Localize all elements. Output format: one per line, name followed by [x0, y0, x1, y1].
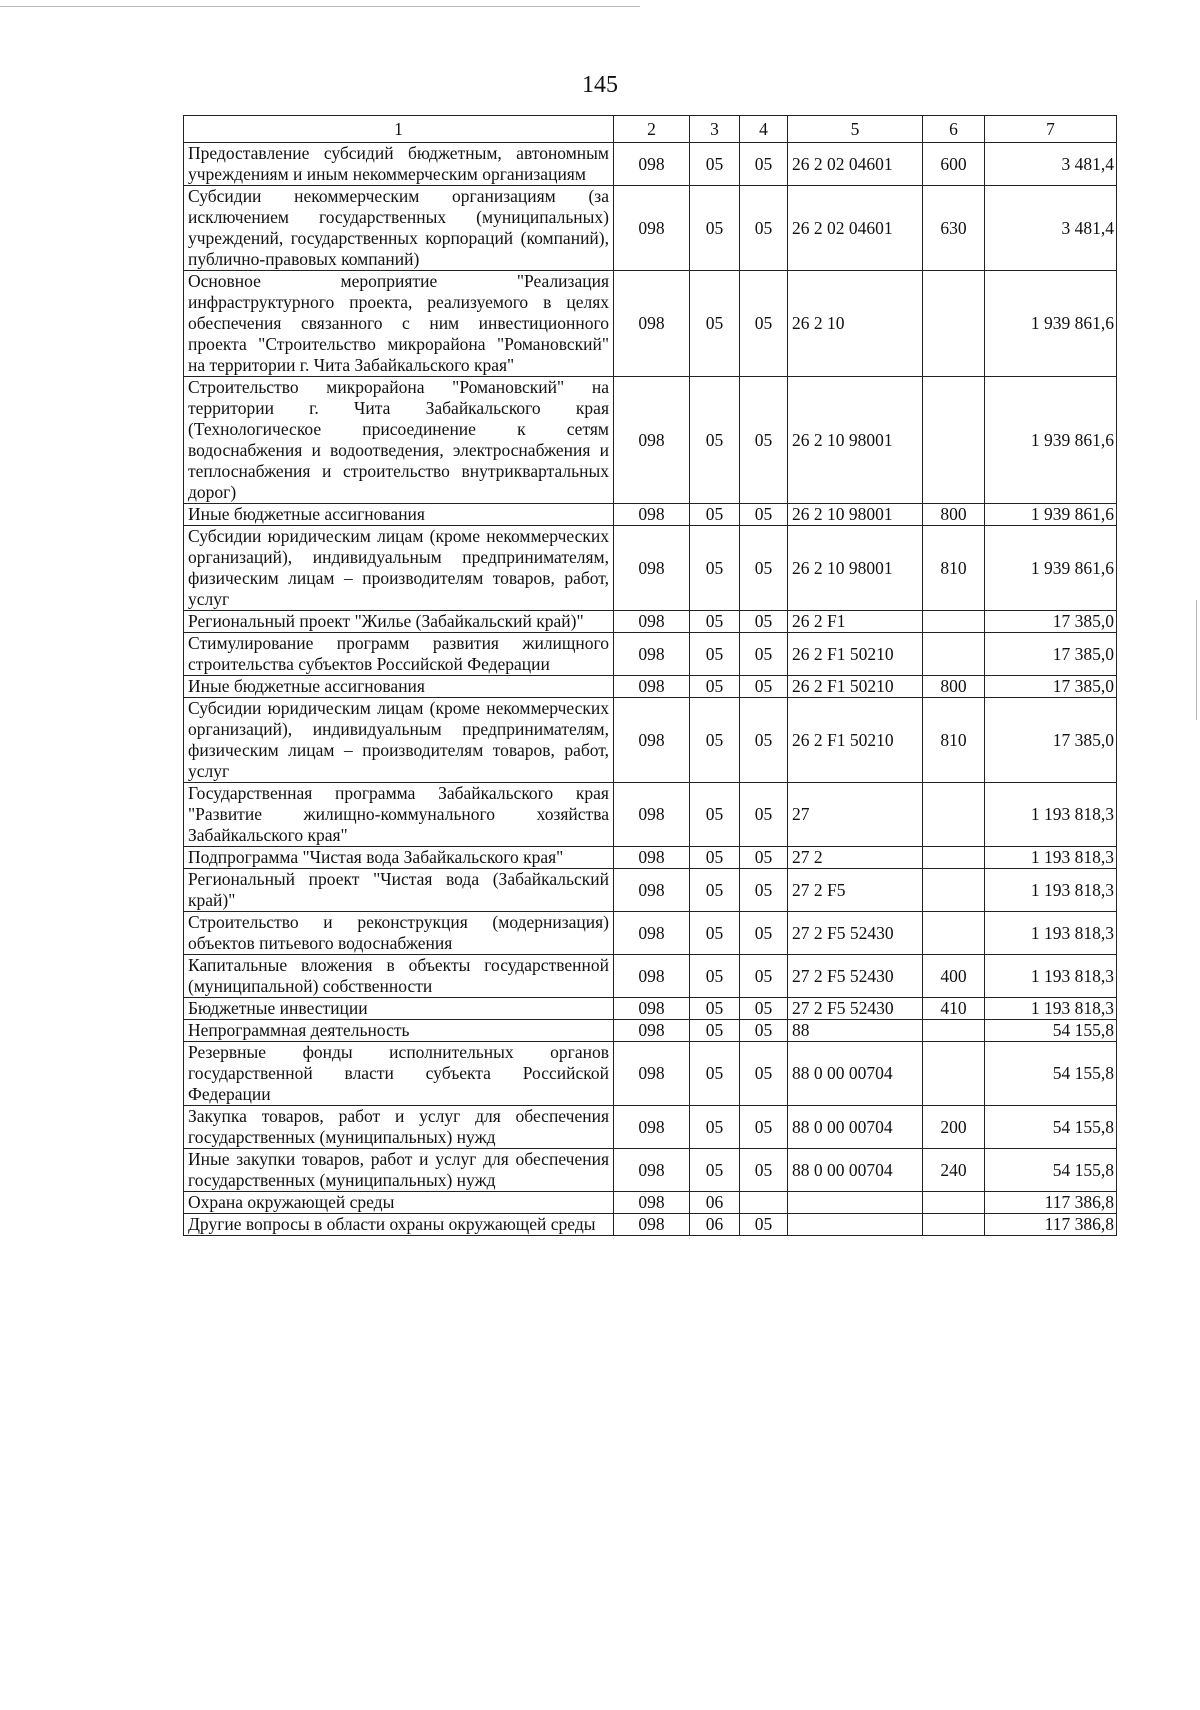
cell-subsection-code: 05: [740, 377, 788, 504]
cell-name: Непрограммная деятельность: [184, 1020, 614, 1042]
cell-amount: 17 385,0: [985, 611, 1117, 633]
cell-subsection-code: 05: [740, 955, 788, 998]
cell-expense-type: [923, 377, 985, 504]
cell-amount: 54 155,8: [985, 1149, 1117, 1192]
cell-subsection-code: 05: [740, 1106, 788, 1149]
cell-section-code: 05: [690, 955, 740, 998]
cell-subsection-code: 05: [740, 1214, 788, 1236]
cell-subsection-code: 05: [740, 633, 788, 676]
cell-ved-code: 098: [614, 1106, 690, 1149]
cell-section-code: 05: [690, 698, 740, 783]
table-row: [184, 377, 1117, 504]
cell-name: Другие вопросы в области охраны окружающей среды: [184, 1214, 614, 1236]
cell-name: Бюджетные инвестиции: [184, 998, 614, 1020]
cell-expense-type: [923, 633, 985, 676]
cell-expense-type: 400: [923, 955, 985, 998]
cell-name: Резервные фонды исполнительных органов государственной власти субъекта Российской Федерации: [184, 1042, 614, 1106]
cell-target-article: 26 2 10 98001: [788, 504, 923, 526]
table-row: [184, 869, 1117, 912]
cell-expense-type: 410: [923, 998, 985, 1020]
cell-amount: 54 155,8: [985, 1020, 1117, 1042]
cell-subsection-code: 05: [740, 676, 788, 698]
cell-target-article: [788, 1214, 923, 1236]
cell-amount: 117 386,8: [985, 1214, 1117, 1236]
cell-target-article: 88 0 00 00704: [788, 1106, 923, 1149]
cell-name: Иные закупки товаров, работ и услуг для обеспечения государственных (муниципальных) нужд: [184, 1149, 614, 1192]
cell-section-code: 05: [690, 1042, 740, 1106]
header-cell-name: 1: [184, 116, 614, 143]
cell-ved-code: 098: [614, 869, 690, 912]
cell-target-article: 27 2 F5 52430: [788, 955, 923, 998]
cell-target-article: 26 2 10: [788, 271, 923, 377]
cell-subsection-code: 05: [740, 912, 788, 955]
cell-target-article: 26 2 02 04601: [788, 186, 923, 271]
cell-target-article: 26 2 F1 50210: [788, 633, 923, 676]
cell-target-article: 26 2 10 98001: [788, 526, 923, 611]
table-row: [184, 611, 1117, 633]
cell-ved-code: 098: [614, 676, 690, 698]
header-cell-pr: 4: [740, 116, 788, 143]
cell-ved-code: 098: [614, 186, 690, 271]
cell-ved-code: 098: [614, 783, 690, 847]
cell-amount: 1 193 818,3: [985, 998, 1117, 1020]
cell-section-code: 05: [690, 676, 740, 698]
cell-name: Строительство и реконструкция (модернизация) объектов питьевого водоснабжения: [184, 912, 614, 955]
cell-expense-type: [923, 783, 985, 847]
header-cell-rz: 3: [690, 116, 740, 143]
table-row: [184, 271, 1117, 377]
cell-name: Региональный проект "Чистая вода (Забайкальский край)": [184, 869, 614, 912]
cell-expense-type: 200: [923, 1106, 985, 1149]
table-row: [184, 955, 1117, 998]
cell-target-article: 88 0 00 00704: [788, 1149, 923, 1192]
cell-amount: 17 385,0: [985, 676, 1117, 698]
cell-subsection-code: 05: [740, 698, 788, 783]
cell-ved-code: 098: [614, 611, 690, 633]
cell-subsection-code: 05: [740, 998, 788, 1020]
table-row: [184, 633, 1117, 676]
header-cell-csr: 5: [788, 116, 923, 143]
table-row: [184, 186, 1117, 271]
cell-ved-code: 098: [614, 1020, 690, 1042]
cell-expense-type: [923, 271, 985, 377]
cell-target-article: 27: [788, 783, 923, 847]
table-row: [184, 526, 1117, 611]
cell-ved-code: 098: [614, 1214, 690, 1236]
cell-ved-code: 098: [614, 955, 690, 998]
cell-ved-code: 098: [614, 698, 690, 783]
cell-expense-type: 800: [923, 676, 985, 698]
cell-subsection-code: 05: [740, 847, 788, 869]
cell-amount: 3 481,4: [985, 186, 1117, 271]
cell-target-article: 26 2 02 04601: [788, 143, 923, 186]
cell-expense-type: 810: [923, 698, 985, 783]
cell-amount: 1 193 818,3: [985, 955, 1117, 998]
table-row: [184, 1042, 1117, 1106]
table-row: [184, 998, 1117, 1020]
cell-ved-code: 098: [614, 1149, 690, 1192]
cell-ved-code: 098: [614, 1042, 690, 1106]
cell-amount: 17 385,0: [985, 698, 1117, 783]
cell-ved-code: 098: [614, 526, 690, 611]
cell-name: Предоставление субсидий бюджетным, автономным учреждениям и иным некоммерческим организациям: [184, 143, 614, 186]
table-body: [184, 143, 1117, 1236]
cell-ved-code: 098: [614, 271, 690, 377]
cell-subsection-code: 05: [740, 869, 788, 912]
cell-subsection-code: 05: [740, 143, 788, 186]
cell-ved-code: 098: [614, 377, 690, 504]
cell-name: Субсидии некоммерческим организациям (за исключением государственных (муниципальных) учреждений, государственных корпораций (компаний), публично-правовых компаний): [184, 186, 614, 271]
cell-amount: 1 193 818,3: [985, 912, 1117, 955]
cell-section-code: 05: [690, 1106, 740, 1149]
cell-target-article: 26 2 F1 50210: [788, 676, 923, 698]
cell-name: Основное мероприятие "Реализация инфраструктурного проекта, реализуемого в целях обеспечения связанного с ним инвестиционного проекта "Строительство микрорайона "Романовский" на территории г. Чита Забайкальского края": [184, 271, 614, 377]
cell-target-article: 88 0 00 00704: [788, 1042, 923, 1106]
cell-expense-type: 800: [923, 504, 985, 526]
cell-ved-code: 098: [614, 143, 690, 186]
cell-subsection-code: 05: [740, 1149, 788, 1192]
cell-subsection-code: 05: [740, 526, 788, 611]
cell-name: Субсидии юридическим лицам (кроме некоммерческих организаций), индивидуальным предпринимателям, физическим лицам – производителям товаров, работ, услуг: [184, 698, 614, 783]
table-row: [184, 912, 1117, 955]
cell-ved-code: 098: [614, 504, 690, 526]
table-row: [184, 1106, 1117, 1149]
cell-section-code: 05: [690, 1020, 740, 1042]
cell-target-article: 26 2 F1: [788, 611, 923, 633]
cell-expense-type: 630: [923, 186, 985, 271]
cell-target-article: 26 2 F1 50210: [788, 698, 923, 783]
cell-expense-type: [923, 1042, 985, 1106]
cell-subsection-code: 05: [740, 504, 788, 526]
cell-ved-code: 098: [614, 633, 690, 676]
cell-section-code: 05: [690, 869, 740, 912]
cell-expense-type: 240: [923, 1149, 985, 1192]
table-row: [184, 783, 1117, 847]
cell-name: Субсидии юридическим лицам (кроме некоммерческих организаций), индивидуальным предпринимателям, физическим лицам – производителям товаров, работ, услуг: [184, 526, 614, 611]
header-cell-vr: 6: [923, 116, 985, 143]
cell-name: Охрана окружающей среды: [184, 1192, 614, 1214]
cell-section-code: 05: [690, 186, 740, 271]
cell-amount: 1 193 818,3: [985, 869, 1117, 912]
cell-amount: 1 193 818,3: [985, 783, 1117, 847]
cell-section-code: 05: [690, 998, 740, 1020]
cell-subsection-code: [740, 1192, 788, 1214]
cell-expense-type: [923, 869, 985, 912]
cell-name: Региональный проект "Жилье (Забайкальский край)": [184, 611, 614, 633]
cell-expense-type: [923, 1214, 985, 1236]
cell-amount: 1 193 818,3: [985, 847, 1117, 869]
cell-target-article: 27 2 F5: [788, 869, 923, 912]
cell-subsection-code: 05: [740, 186, 788, 271]
cell-ved-code: 098: [614, 998, 690, 1020]
cell-section-code: 05: [690, 633, 740, 676]
cell-amount: 1 939 861,6: [985, 271, 1117, 377]
cell-amount: 1 939 861,6: [985, 504, 1117, 526]
cell-name: Закупка товаров, работ и услуг для обеспечения государственных (муниципальных) нужд: [184, 1106, 614, 1149]
cell-section-code: 06: [690, 1214, 740, 1236]
cell-target-article: [788, 1192, 923, 1214]
cell-amount: 54 155,8: [985, 1042, 1117, 1106]
table-row: [184, 1020, 1117, 1042]
page-number: 145: [582, 72, 618, 98]
header-cell-sum: 7: [985, 116, 1117, 143]
table-row: [184, 1149, 1117, 1192]
cell-target-article: 88: [788, 1020, 923, 1042]
cell-expense-type: 600: [923, 143, 985, 186]
cell-ved-code: 098: [614, 1192, 690, 1214]
cell-amount: 3 481,4: [985, 143, 1117, 186]
table-row: [184, 143, 1117, 186]
cell-subsection-code: 05: [740, 611, 788, 633]
cell-name: Иные бюджетные ассигнования: [184, 504, 614, 526]
cell-section-code: 05: [690, 271, 740, 377]
cell-name: Иные бюджетные ассигнования: [184, 676, 614, 698]
cell-section-code: 05: [690, 1149, 740, 1192]
header-row: [184, 116, 1117, 143]
cell-expense-type: [923, 611, 985, 633]
cell-target-article: 27 2 F5 52430: [788, 998, 923, 1020]
table-row: [184, 847, 1117, 869]
cell-target-article: 27 2 F5 52430: [788, 912, 923, 955]
cell-name: Капитальные вложения в объекты государственной (муниципальной) собственности: [184, 955, 614, 998]
cell-section-code: 05: [690, 504, 740, 526]
scan-edge-right: [1196, 600, 1197, 720]
header-cell-ved: 2: [614, 116, 690, 143]
budget-table: [183, 115, 1117, 1236]
table-row: [184, 698, 1117, 783]
table-row: [184, 1214, 1117, 1236]
cell-name: Подпрограмма "Чистая вода Забайкальского края": [184, 847, 614, 869]
cell-target-article: 27 2: [788, 847, 923, 869]
cell-expense-type: [923, 1192, 985, 1214]
cell-expense-type: [923, 847, 985, 869]
cell-amount: 17 385,0: [985, 633, 1117, 676]
cell-name: Государственная программа Забайкальского края "Развитие жилищно-коммунального хозяйства Забайкальского края": [184, 783, 614, 847]
table-header: [184, 116, 1117, 143]
cell-ved-code: 098: [614, 847, 690, 869]
cell-section-code: 05: [690, 912, 740, 955]
cell-section-code: 06: [690, 1192, 740, 1214]
cell-expense-type: [923, 912, 985, 955]
cell-section-code: 05: [690, 377, 740, 504]
cell-section-code: 05: [690, 611, 740, 633]
table-row: [184, 1192, 1117, 1214]
scan-edge-top: [0, 6, 640, 7]
cell-subsection-code: 05: [740, 783, 788, 847]
cell-name: Строительство микрорайона "Романовский" на территории г. Чита Забайкальского края (Технологическое присоединение к сетям водоснабжения и водоотведения, электроснабжения и теплоснабжения и строительство внутриквартальных дорог): [184, 377, 614, 504]
cell-amount: 1 939 861,6: [985, 526, 1117, 611]
cell-section-code: 05: [690, 847, 740, 869]
cell-name: Стимулирование программ развития жилищного строительства субъектов Российской Федерации: [184, 633, 614, 676]
cell-subsection-code: 05: [740, 271, 788, 377]
cell-section-code: 05: [690, 526, 740, 611]
table-row: [184, 676, 1117, 698]
cell-expense-type: [923, 1020, 985, 1042]
cell-expense-type: 810: [923, 526, 985, 611]
cell-ved-code: 098: [614, 912, 690, 955]
cell-target-article: 26 2 10 98001: [788, 377, 923, 504]
cell-subsection-code: 05: [740, 1020, 788, 1042]
cell-section-code: 05: [690, 143, 740, 186]
cell-subsection-code: 05: [740, 1042, 788, 1106]
cell-amount: 1 939 861,6: [985, 377, 1117, 504]
cell-section-code: 05: [690, 783, 740, 847]
cell-amount: 117 386,8: [985, 1192, 1117, 1214]
table-row: [184, 504, 1117, 526]
cell-amount: 54 155,8: [985, 1106, 1117, 1149]
